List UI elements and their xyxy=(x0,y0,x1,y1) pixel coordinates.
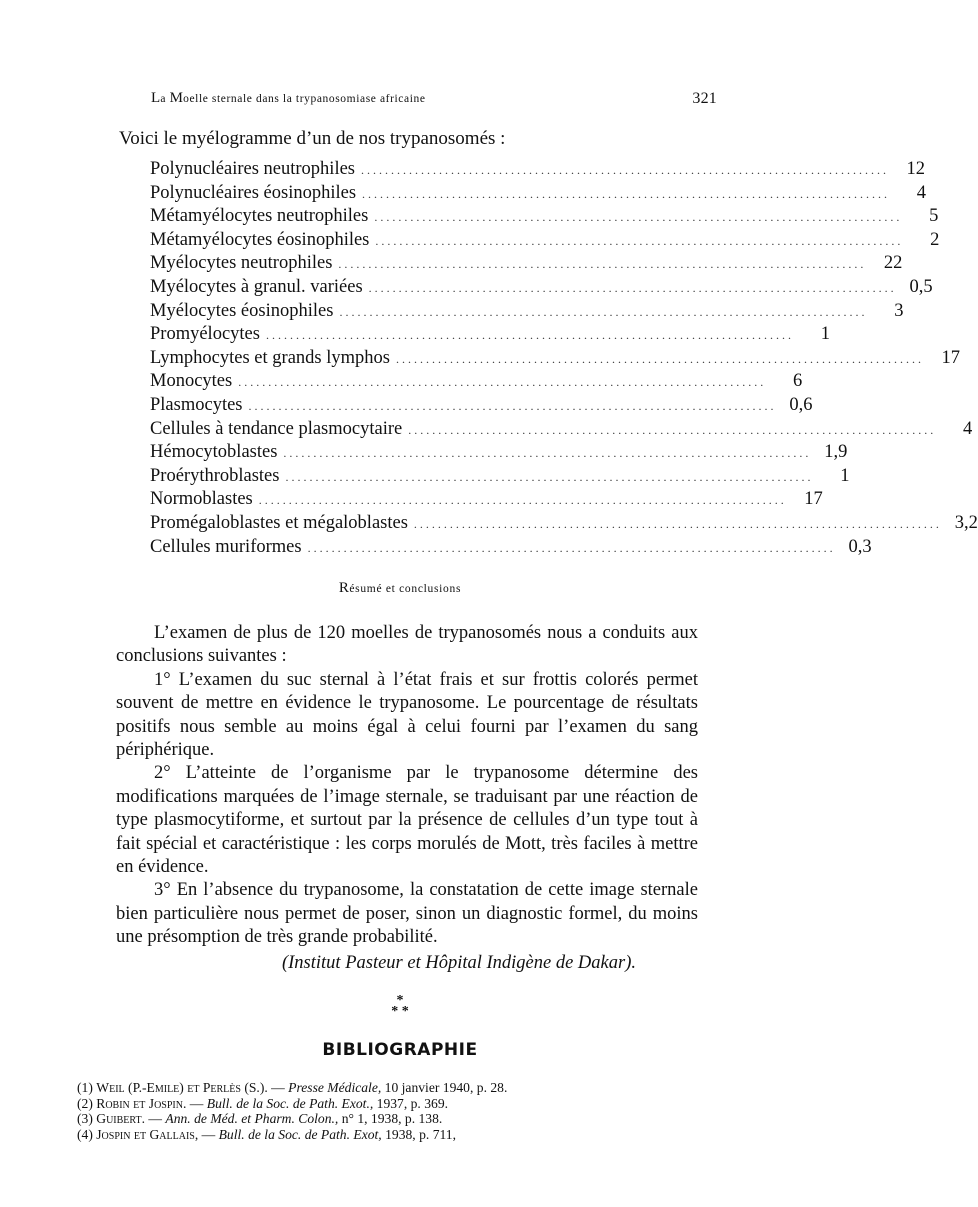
ref-separator: — xyxy=(145,1111,166,1126)
myelogram-row xyxy=(150,512,978,537)
row-value: 12 xyxy=(906,159,925,179)
row-label: Promyélocytes xyxy=(150,324,260,345)
myelogram-row xyxy=(150,465,850,490)
leader-dots: ........................................................................................ xyxy=(361,163,889,177)
row-value: 22 xyxy=(883,253,903,274)
row-label: Myélocytes neutrophiles xyxy=(150,253,333,274)
row-label: Cellules muriformes xyxy=(150,536,302,557)
leader-dots: ........................................................................................ xyxy=(408,422,937,437)
leader-dots: ........................................................................................ xyxy=(238,375,767,390)
bibliography-heading: BIBLIOGRAPHIE xyxy=(322,1040,478,1060)
ref-number: (1) xyxy=(77,1080,93,1095)
leader-dots: ........................................................................................ xyxy=(283,446,812,461)
leader-dots: ........................................................................................ xyxy=(338,257,867,272)
reference-list xyxy=(77,1080,717,1142)
row-value: 4 xyxy=(962,418,973,439)
asterism-top: * xyxy=(396,993,404,1008)
row-label: Polynucléaires neutrophiles xyxy=(150,159,355,179)
myelogram-row xyxy=(150,489,823,513)
ref-separator: — xyxy=(267,1080,289,1095)
row-label: Plasmocytes xyxy=(150,394,243,415)
myelogram-row xyxy=(150,442,848,466)
title-text-1: a xyxy=(160,93,170,105)
institution-signature: (Institut Pasteur et Hôpital Indigène de Dakar). xyxy=(281,952,636,973)
ref-journal: Bull. de la Soc. de Path. Exot, xyxy=(218,1126,382,1142)
ref-details: 1938, p. 711, xyxy=(381,1126,456,1142)
leader-dots: ........................................................................................ xyxy=(374,210,903,225)
ref-separator: — xyxy=(198,1126,219,1142)
row-label: Normoblastes xyxy=(150,489,253,510)
row-label: Cellules à tendance plasmocytaire xyxy=(150,418,403,439)
row-label: Métamyélocytes éosinophiles xyxy=(150,229,370,250)
leader-dots: ........................................................................................ xyxy=(339,304,868,319)
ref-authors: Robin et Jospin. xyxy=(96,1095,187,1111)
row-value: 1 xyxy=(840,465,850,486)
paragraph: 3° En l’absence du trypanosome, la constatation de cette image sternale bien particulière nous permet de poser, sinon un diagnostic formel, du moins une présomption de très grande probabilité. xyxy=(116,880,698,948)
reference-item xyxy=(77,1080,717,1096)
row-value: 6 xyxy=(792,371,803,392)
myelogram-row xyxy=(150,206,939,230)
paragraph: L’examen de plus de 120 moelles de trypanosomés nous a conduits aux conclusions suivantes : xyxy=(116,623,698,667)
ref-number: (3) xyxy=(77,1111,93,1126)
heading-initial: R xyxy=(338,580,350,596)
heading-word-1: ésumé xyxy=(349,583,383,595)
row-value: 2 xyxy=(930,229,940,250)
ref-details: n° 1, 1938, p. 138. xyxy=(338,1111,443,1126)
row-label: Métamyélocytes neutrophiles xyxy=(150,206,369,227)
leader-dots: ........................................................................................ xyxy=(395,351,924,366)
myelogram-row xyxy=(150,536,872,561)
row-label: Hémocytoblastes xyxy=(150,442,278,463)
myelogram-row xyxy=(150,324,830,348)
row-value: 4 xyxy=(916,182,927,203)
row-value: 3 xyxy=(894,300,904,321)
row-label: Myélocytes éosinophiles xyxy=(150,300,334,321)
myelogram-row xyxy=(150,253,903,277)
myelogram-row xyxy=(150,300,904,325)
row-value: 1 xyxy=(820,324,830,345)
myelogram-row xyxy=(150,159,925,183)
leader-dots: ........................................................................................ xyxy=(413,516,942,531)
heading-word-2: et xyxy=(382,583,400,595)
myelogram-row xyxy=(150,276,933,301)
myelogram-row xyxy=(150,182,927,207)
ref-details: 10 janvier 1940, p. 28. xyxy=(381,1080,508,1095)
heading-word-3: conclusions xyxy=(399,583,462,595)
row-label: Monocytes xyxy=(150,371,233,392)
running-title xyxy=(151,90,426,107)
paragraph: 1° L’examen du suc sternal à l’état frais et sur frottis colorés permet souvent de mettre en évidence le trypanosome. Le pourcentage de résultats positifs nous semble au moins égal à celui fourni par l’examen du sang périphérique. xyxy=(116,669,698,761)
row-value: 1,9 xyxy=(824,442,848,463)
ref-authors: Guibert. xyxy=(96,1111,145,1126)
row-value: 5 xyxy=(929,206,939,227)
myelogram-row xyxy=(150,418,973,443)
title-initial-m: M xyxy=(169,90,184,106)
leader-dots: ........................................................................................ xyxy=(362,186,891,201)
leader-dots: ........................................................................................ xyxy=(375,233,904,248)
running-header xyxy=(151,90,717,112)
row-value: 17 xyxy=(941,347,960,368)
ref-number: (2) xyxy=(77,1095,93,1111)
reference-item xyxy=(77,1096,717,1112)
row-value: 17 xyxy=(804,489,823,510)
myelogram-row xyxy=(150,394,813,419)
ref-journal: Bull. de la Soc. de Path. Exot., xyxy=(206,1095,374,1111)
row-value: 0,3 xyxy=(848,536,872,557)
leader-dots: ........................................................................................ xyxy=(307,540,836,555)
title-initial-l: L xyxy=(151,90,161,106)
reference-item xyxy=(77,1127,717,1143)
row-value: 0,6 xyxy=(789,394,813,415)
row-label: Myélocytes à granul. variées xyxy=(150,276,363,297)
ref-separator: — xyxy=(186,1095,207,1111)
asterism-bottom: * * xyxy=(391,1004,409,1019)
leader-dots: ........................................................................................ xyxy=(285,469,814,484)
conclusions-text xyxy=(116,622,698,975)
myelogram-table xyxy=(150,159,978,560)
asterism-divider xyxy=(0,995,800,1017)
leader-dots: ........................................................................................ xyxy=(258,493,787,508)
row-label: Promégaloblastes et mégaloblastes xyxy=(150,512,408,533)
leader-dots: ........................................................................................ xyxy=(265,328,794,343)
row-label: Lymphocytes et grands lymphos xyxy=(150,347,390,368)
row-value: 3,2 xyxy=(954,512,978,533)
paragraph: 2° L’atteinte de l’organisme par le trypanosome détermine des modifications marquées de l’image sternale, se traduisant par une réaction de type plasmocytiforme, et surtout par la présence de cellules d’un type tout à fait spécial et caractéristique : les corps morulés de Mott, très faciles à mettre en évidence. xyxy=(116,763,698,878)
section-heading xyxy=(0,580,800,597)
ref-authors: Jospin et Gallais, xyxy=(96,1126,199,1142)
myelogram-row xyxy=(150,229,940,254)
ref-details: 1937, p. 369. xyxy=(373,1095,449,1111)
leader-dots: ........................................................................................ xyxy=(248,398,777,413)
ref-authors: Weil (P.-Emile) et Perlès (S.). xyxy=(96,1080,268,1095)
ref-journal: Ann. de Méd. et Pharm. Colon., xyxy=(165,1111,339,1126)
ref-number: (4) xyxy=(77,1126,93,1142)
reference-item xyxy=(77,1111,717,1127)
intro-sentence: Voici le myélogramme d’un de nos trypanosomés : xyxy=(119,128,506,149)
myelogram-row xyxy=(150,371,803,395)
row-value: 0,5 xyxy=(909,276,933,297)
row-label: Polynucléaires éosinophiles xyxy=(150,182,357,203)
title-text-2: oelle sternale dans la trypanosomiase africaine xyxy=(183,93,426,105)
ref-journal: Presse Médicale, xyxy=(288,1080,382,1095)
myelogram-row xyxy=(150,347,960,372)
page-number: 321 xyxy=(692,90,717,107)
leader-dots: ........................................................................................ xyxy=(368,280,897,295)
row-label: Proérythroblastes xyxy=(150,465,280,486)
